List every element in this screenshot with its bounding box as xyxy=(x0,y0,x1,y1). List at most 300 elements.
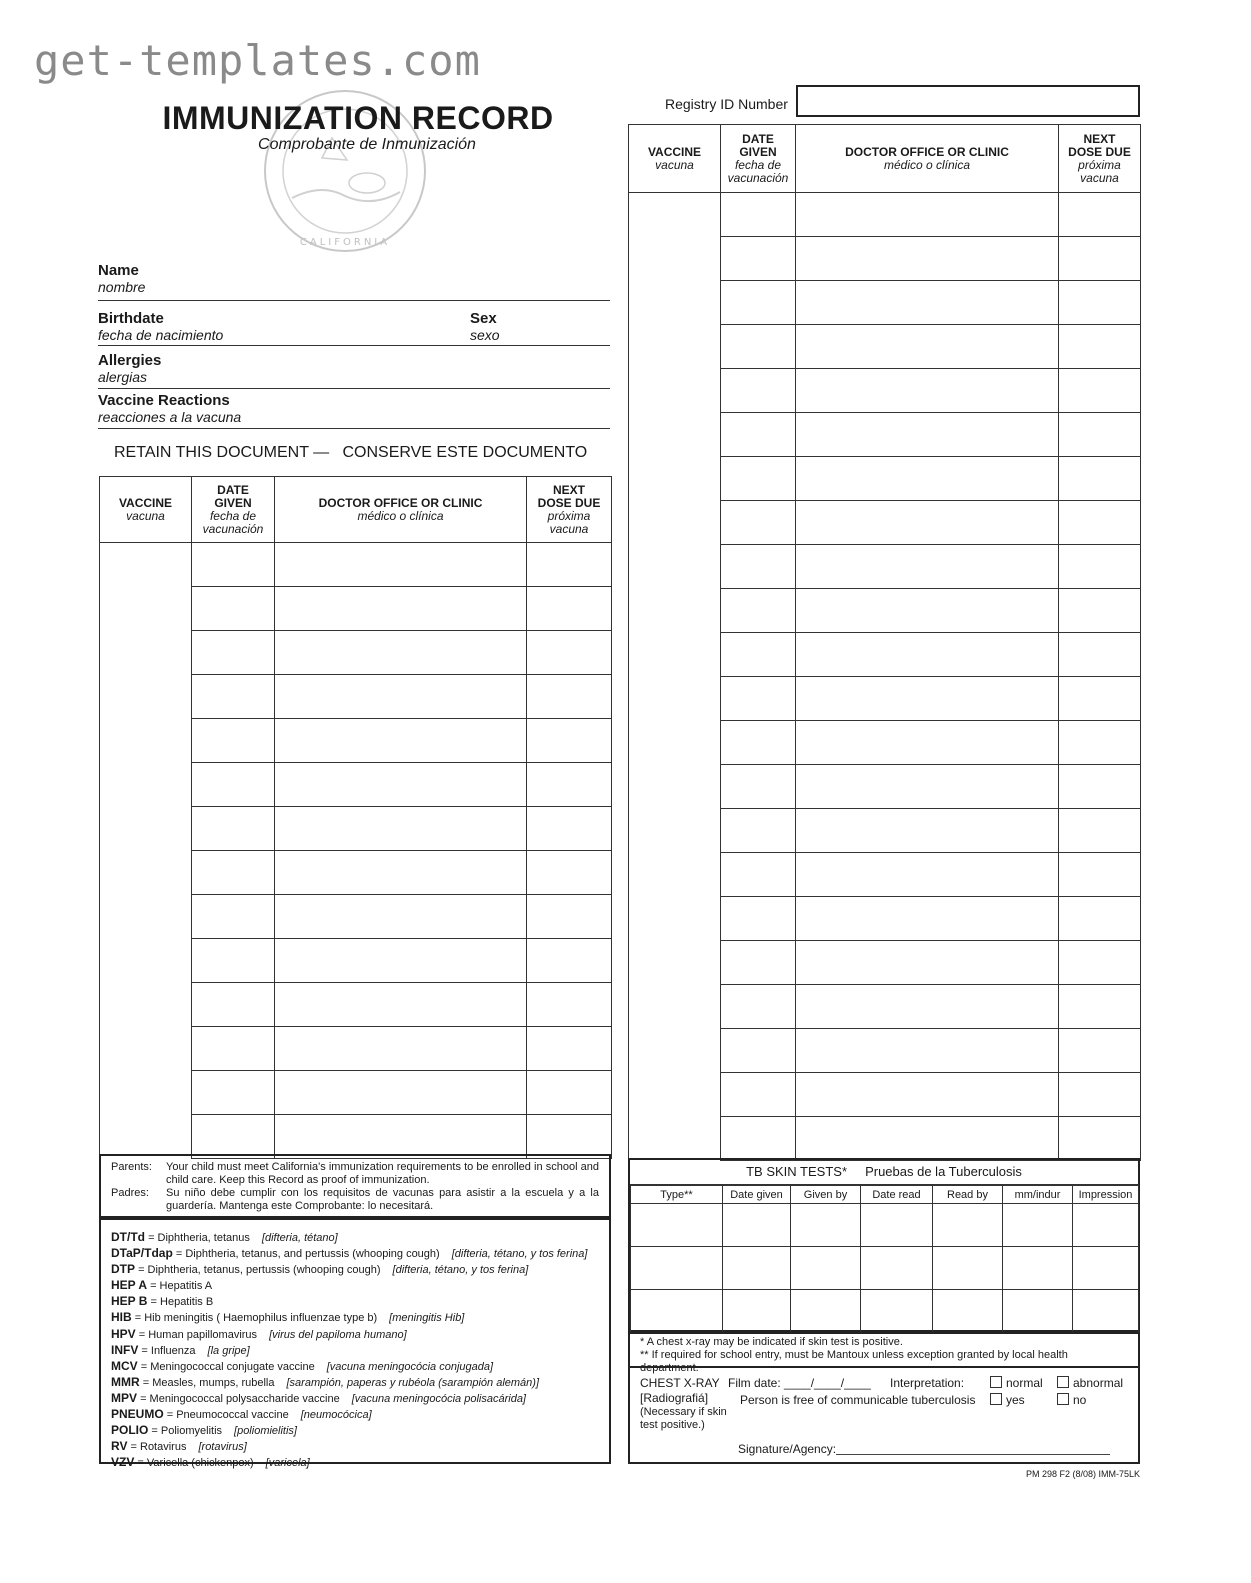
birthdate-sublabel: fecha de nacimiento xyxy=(98,327,224,343)
legend-abbr: DTaP/Tdap xyxy=(111,1246,173,1261)
date-given-cell[interactable] xyxy=(721,633,796,677)
normal-option[interactable]: normal xyxy=(990,1376,1043,1391)
vaccine-cell[interactable] xyxy=(100,675,192,719)
tb-cell[interactable] xyxy=(1003,1290,1073,1333)
date-given-cell[interactable] xyxy=(721,721,796,765)
legend-definition: = Influenza xyxy=(141,1344,196,1357)
doctor-cell[interactable] xyxy=(796,501,1059,545)
date-given-cell[interactable] xyxy=(192,719,275,763)
vaccine-cell[interactable] xyxy=(100,1115,192,1159)
vaccine-cell[interactable] xyxy=(100,543,192,587)
legend-item xyxy=(111,1230,599,1246)
legend-item xyxy=(111,1262,599,1278)
chest-xray-section xyxy=(628,1366,1140,1464)
seal-label: CALIFORNIA xyxy=(299,237,391,248)
tb-row xyxy=(631,1204,1139,1247)
date-given-cell[interactable] xyxy=(192,587,275,631)
reactions-sublabel: reacciones a la vacuna xyxy=(98,409,242,425)
vaccine-cell[interactable] xyxy=(629,589,721,633)
record-row xyxy=(629,897,1141,941)
next-dose-cell[interactable] xyxy=(527,939,612,983)
vaccine-cell[interactable] xyxy=(100,1071,192,1115)
vaccine-cell[interactable] xyxy=(100,939,192,983)
next-dose-cell[interactable] xyxy=(527,1115,612,1159)
doctor-cell[interactable] xyxy=(796,1117,1059,1161)
vaccine-cell[interactable] xyxy=(629,325,721,369)
name-field[interactable] xyxy=(98,262,610,301)
tb-cell[interactable] xyxy=(631,1247,723,1290)
legend-item xyxy=(111,1294,599,1310)
legend-item xyxy=(111,1343,599,1359)
tb-cell[interactable] xyxy=(631,1204,723,1247)
next-dose-cell[interactable] xyxy=(527,719,612,763)
vaccine-cell[interactable] xyxy=(629,985,721,1029)
doctor-cell[interactable] xyxy=(796,897,1059,941)
normal-checkbox[interactable] xyxy=(990,1376,1002,1388)
legend-definition: = Meningococcal conjugate vaccine xyxy=(140,1360,315,1373)
doctor-cell[interactable] xyxy=(275,631,527,675)
legend-item xyxy=(111,1407,599,1423)
vaccine-cell[interactable] xyxy=(629,633,721,677)
record-row xyxy=(629,1073,1141,1117)
tb-column-header: mm/indur xyxy=(1003,1186,1073,1204)
next-dose-cell[interactable] xyxy=(1059,985,1141,1029)
tb-note-1: * A chest x-ray may be indicated if skin test is positive. xyxy=(640,1336,903,1348)
next-dose-cell[interactable] xyxy=(1059,413,1141,457)
date-given-cell[interactable] xyxy=(192,1027,275,1071)
vaccine-cell[interactable] xyxy=(629,281,721,325)
legend-spanish: [poliomielitis] xyxy=(234,1425,297,1438)
vaccine-cell[interactable] xyxy=(629,1117,721,1161)
vaccine-cell[interactable] xyxy=(100,719,192,763)
tb-cell[interactable] xyxy=(723,1290,791,1333)
legend-definition: = Diphtheria, tetanus, and pertussis (whooping cough) xyxy=(175,1248,440,1261)
header-vaccine: VACCINE vacuna xyxy=(100,477,192,543)
doctor-cell[interactable] xyxy=(796,589,1059,633)
legend-abbr: POLIO xyxy=(111,1423,149,1438)
vaccine-cell[interactable] xyxy=(629,237,721,281)
next-dose-cell[interactable] xyxy=(1059,853,1141,897)
record-row xyxy=(100,763,612,807)
next-dose-cell[interactable] xyxy=(527,983,612,1027)
next-dose-cell[interactable] xyxy=(1059,281,1141,325)
doctor-cell[interactable] xyxy=(275,1027,527,1071)
record-row xyxy=(629,281,1141,325)
legend-abbr: HEP B xyxy=(111,1294,148,1309)
doctor-cell[interactable] xyxy=(275,1071,527,1115)
doctor-cell[interactable] xyxy=(275,983,527,1027)
date-given-cell[interactable] xyxy=(721,325,796,369)
interpretation-label: Interpretation: xyxy=(890,1376,965,1390)
abnormal-option[interactable]: abnormal xyxy=(1057,1376,1123,1391)
legend-abbr: MCV xyxy=(111,1358,138,1373)
date-given-cell[interactable] xyxy=(192,763,275,807)
vaccine-legend xyxy=(99,1218,611,1470)
vaccine-cell[interactable] xyxy=(629,897,721,941)
birthdate-label: Birthdate xyxy=(98,310,164,327)
doctor-cell[interactable] xyxy=(796,853,1059,897)
date-given-cell[interactable] xyxy=(721,985,796,1029)
date-given-cell[interactable] xyxy=(192,983,275,1027)
doctor-cell[interactable] xyxy=(275,675,527,719)
record-row xyxy=(100,631,612,675)
next-dose-cell[interactable] xyxy=(527,543,612,587)
next-dose-cell[interactable] xyxy=(527,1027,612,1071)
date-given-cell[interactable] xyxy=(721,281,796,325)
name-sublabel: nombre xyxy=(98,279,146,295)
vaccine-cell[interactable] xyxy=(629,809,721,853)
doctor-cell[interactable] xyxy=(275,543,527,587)
parents-note xyxy=(99,1154,611,1218)
no-option[interactable]: no xyxy=(1057,1393,1086,1408)
page-title: IMMUNIZATION RECORD xyxy=(162,100,554,136)
site-watermark: get-templates.com xyxy=(34,36,481,85)
tb-cell[interactable] xyxy=(791,1204,861,1247)
next-dose-cell[interactable] xyxy=(1059,589,1141,633)
legend-item xyxy=(111,1359,599,1375)
vaccine-cell[interactable] xyxy=(629,1073,721,1117)
record-row xyxy=(629,589,1141,633)
record-row xyxy=(100,719,612,763)
tb-cell[interactable] xyxy=(933,1290,1003,1333)
vaccine-cell[interactable] xyxy=(100,1027,192,1071)
header-date-given: DATE GIVEN fecha de vacunación xyxy=(721,125,796,193)
form-code: PM 298 F2 (8/08) IMM-75LK xyxy=(1025,1469,1140,1479)
date-given-cell[interactable] xyxy=(721,677,796,721)
tb-row xyxy=(631,1290,1139,1333)
tb-column-header: Impression xyxy=(1073,1186,1139,1204)
vaccine-cell[interactable] xyxy=(629,545,721,589)
vaccine-cell[interactable] xyxy=(629,1029,721,1073)
date-given-cell[interactable] xyxy=(192,939,275,983)
date-given-cell[interactable] xyxy=(721,369,796,413)
doctor-cell[interactable] xyxy=(796,413,1059,457)
next-dose-cell[interactable] xyxy=(1059,677,1141,721)
record-row xyxy=(629,721,1141,765)
tb-cell[interactable] xyxy=(861,1247,933,1290)
sex-field[interactable] xyxy=(470,310,500,344)
next-dose-cell[interactable] xyxy=(527,851,612,895)
doctor-cell[interactable] xyxy=(796,237,1059,281)
next-dose-cell[interactable] xyxy=(1059,1029,1141,1073)
vaccine-cell[interactable] xyxy=(100,851,192,895)
tb-cell[interactable] xyxy=(723,1247,791,1290)
vaccine-cell[interactable] xyxy=(629,413,721,457)
doctor-cell[interactable] xyxy=(796,941,1059,985)
date-given-cell[interactable] xyxy=(192,543,275,587)
legend-item xyxy=(111,1455,599,1471)
vaccine-cell[interactable] xyxy=(629,501,721,545)
doctor-cell[interactable] xyxy=(275,939,527,983)
reactions-field[interactable] xyxy=(98,392,610,429)
date-given-cell[interactable] xyxy=(192,895,275,939)
tb-cell[interactable] xyxy=(1073,1204,1139,1247)
next-dose-cell[interactable] xyxy=(1059,809,1141,853)
date-given-cell[interactable] xyxy=(721,237,796,281)
xray-label-es: [Radiografiá] xyxy=(640,1391,709,1405)
tb-cell[interactable] xyxy=(791,1247,861,1290)
legend-definition: = Diphtheria, tetanus, pertussis (whooping cough) xyxy=(138,1264,381,1277)
tb-column-header: Date read xyxy=(861,1186,933,1204)
date-given-cell[interactable] xyxy=(721,897,796,941)
doctor-cell[interactable] xyxy=(275,763,527,807)
next-dose-cell[interactable] xyxy=(1059,237,1141,281)
legend-definition: = Hepatitis B xyxy=(150,1296,214,1309)
vaccine-cell[interactable] xyxy=(629,941,721,985)
tb-skin-tests xyxy=(628,1158,1140,1332)
vaccine-cell[interactable] xyxy=(100,587,192,631)
tb-cell[interactable] xyxy=(791,1290,861,1333)
legend-definition: = Meningococcal polysaccharide vaccine xyxy=(140,1392,340,1405)
birthdate-field[interactable] xyxy=(98,310,610,346)
next-dose-cell[interactable] xyxy=(1059,545,1141,589)
doctor-cell[interactable] xyxy=(796,677,1059,721)
date-given-cell[interactable] xyxy=(192,1071,275,1115)
next-dose-cell[interactable] xyxy=(527,1071,612,1115)
legend-item xyxy=(111,1310,599,1326)
tb-cell[interactable] xyxy=(1073,1290,1139,1333)
legend-item xyxy=(111,1391,599,1407)
legend-spanish: [difteria, tétano, y tos ferina] xyxy=(392,1264,529,1277)
tb-cell[interactable] xyxy=(723,1204,791,1247)
legend-spanish: [vacuna meningocócia polisacárida] xyxy=(351,1392,526,1405)
allergies-field[interactable] xyxy=(98,352,610,389)
date-given-cell[interactable] xyxy=(721,413,796,457)
tb-cell[interactable] xyxy=(861,1290,933,1333)
legend-item xyxy=(111,1278,599,1294)
tb-cell[interactable] xyxy=(631,1290,723,1333)
tb-column-header: Date given xyxy=(723,1186,791,1204)
vaccine-cell[interactable] xyxy=(629,677,721,721)
reactions-label: Vaccine Reactions xyxy=(98,392,230,409)
legend-item xyxy=(111,1439,599,1455)
date-given-cell[interactable] xyxy=(721,1117,796,1161)
legend-spanish: [virus del papiloma humano] xyxy=(269,1328,407,1341)
legend-abbr: INFV xyxy=(111,1342,139,1357)
tb-cell[interactable] xyxy=(933,1247,1003,1290)
vaccine-cell[interactable] xyxy=(629,765,721,809)
next-dose-cell[interactable] xyxy=(1059,765,1141,809)
next-dose-cell[interactable] xyxy=(527,763,612,807)
abnormal-checkbox[interactable] xyxy=(1057,1376,1069,1388)
legend-item xyxy=(111,1246,599,1262)
record-row xyxy=(100,1115,612,1159)
allergies-label: Allergies xyxy=(98,352,162,369)
doctor-cell[interactable] xyxy=(796,765,1059,809)
record-row xyxy=(629,457,1141,501)
legend-abbr: HPV xyxy=(111,1326,136,1341)
doctor-cell[interactable] xyxy=(796,281,1059,325)
date-given-cell[interactable] xyxy=(721,545,796,589)
record-row xyxy=(629,1029,1141,1073)
sex-label: Sex xyxy=(470,310,497,327)
doctor-cell[interactable] xyxy=(796,985,1059,1029)
immunization-table-left xyxy=(99,476,612,1159)
record-row xyxy=(100,543,612,587)
date-given-cell[interactable] xyxy=(721,193,796,237)
retain-en: RETAIN THIS DOCUMENT — xyxy=(114,444,330,461)
next-dose-cell[interactable] xyxy=(527,895,612,939)
next-dose-cell[interactable] xyxy=(1059,897,1141,941)
doctor-cell[interactable] xyxy=(796,721,1059,765)
record-row xyxy=(100,1071,612,1115)
doctor-cell[interactable] xyxy=(796,369,1059,413)
vaccine-cell[interactable] xyxy=(100,631,192,675)
next-dose-cell[interactable] xyxy=(527,587,612,631)
doctor-cell[interactable] xyxy=(796,457,1059,501)
immunization-table-right xyxy=(628,124,1141,1161)
doctor-cell[interactable] xyxy=(796,1029,1059,1073)
next-dose-cell[interactable] xyxy=(1059,941,1141,985)
record-row xyxy=(629,765,1141,809)
legend-definition: = Hepatitis A xyxy=(150,1280,213,1293)
doctor-cell[interactable] xyxy=(796,545,1059,589)
vaccine-cell[interactable] xyxy=(629,721,721,765)
legend-abbr: RV xyxy=(111,1439,128,1454)
doctor-cell[interactable] xyxy=(796,325,1059,369)
date-given-cell[interactable] xyxy=(721,457,796,501)
legend-definition: = Poliomyelitis xyxy=(151,1425,223,1438)
legend-definition: = Human papillomavirus xyxy=(138,1328,258,1341)
vaccine-cell[interactable] xyxy=(100,983,192,1027)
record-row xyxy=(629,413,1141,457)
header-vaccine: VACCINE vacuna xyxy=(629,125,721,193)
record-row xyxy=(629,941,1141,985)
vaccine-cell[interactable] xyxy=(100,807,192,851)
tb-cell[interactable] xyxy=(1003,1247,1073,1290)
doctor-cell[interactable] xyxy=(796,1073,1059,1117)
tb-cell[interactable] xyxy=(1003,1204,1073,1247)
next-dose-cell[interactable] xyxy=(1059,1117,1141,1161)
vaccine-cell[interactable] xyxy=(100,895,192,939)
date-given-cell[interactable] xyxy=(192,851,275,895)
date-given-cell[interactable] xyxy=(721,809,796,853)
next-dose-cell[interactable] xyxy=(527,675,612,719)
film-date-field[interactable]: Film date: ____/____/____ xyxy=(728,1376,871,1390)
next-dose-cell[interactable] xyxy=(1059,501,1141,545)
legend-abbr: HEP A xyxy=(111,1278,148,1293)
registry-id-input[interactable] xyxy=(796,85,1140,117)
date-given-cell[interactable] xyxy=(721,853,796,897)
date-given-cell[interactable] xyxy=(192,807,275,851)
record-row xyxy=(100,983,612,1027)
header-next-dose: NEXT DOSE DUE próxima vacuna xyxy=(527,477,612,543)
next-dose-cell[interactable] xyxy=(1059,1073,1141,1117)
yes-option[interactable]: yes xyxy=(990,1393,1025,1408)
no-checkbox[interactable] xyxy=(1057,1393,1069,1405)
record-row xyxy=(629,677,1141,721)
record-row xyxy=(629,237,1141,281)
next-dose-cell[interactable] xyxy=(1059,457,1141,501)
record-row xyxy=(100,807,612,851)
tb-cell[interactable] xyxy=(861,1204,933,1247)
date-given-cell[interactable] xyxy=(192,675,275,719)
legend-abbr: VZV xyxy=(111,1455,135,1470)
next-dose-cell[interactable] xyxy=(1059,325,1141,369)
record-row xyxy=(629,545,1141,589)
legend-item xyxy=(111,1375,599,1391)
tb-table xyxy=(630,1185,1139,1333)
date-given-cell[interactable] xyxy=(721,941,796,985)
next-dose-cell[interactable] xyxy=(527,631,612,675)
date-given-cell[interactable] xyxy=(721,1029,796,1073)
doctor-cell[interactable] xyxy=(275,1115,527,1159)
legend-definition: = Pneumococcal vaccine xyxy=(166,1409,289,1422)
parents-text: Your child must meet California's immunization requirements to be enrolled in school and child care. Keep this Record as proof of immunization. xyxy=(166,1161,599,1186)
doctor-cell[interactable] xyxy=(796,809,1059,853)
next-dose-cell[interactable] xyxy=(1059,633,1141,677)
record-row xyxy=(100,895,612,939)
padres-label: Padres: xyxy=(111,1187,149,1199)
parents-label: Parents: xyxy=(111,1161,152,1173)
header-doctor: DOCTOR OFFICE OR CLINIC médico o clínica xyxy=(796,125,1059,193)
tb-free-statement: Person is free of communicable tuberculosis xyxy=(740,1393,976,1407)
doctor-cell[interactable] xyxy=(796,633,1059,677)
record-row xyxy=(629,853,1141,897)
vaccine-cell[interactable] xyxy=(629,853,721,897)
legend-abbr: PNEUMO xyxy=(111,1407,164,1422)
registry-label: Registry ID Number xyxy=(665,96,788,112)
legend-abbr: DT/Td xyxy=(111,1230,145,1244)
date-given-cell[interactable] xyxy=(721,765,796,809)
vaccine-cell[interactable] xyxy=(629,457,721,501)
header-next-dose: NEXT DOSE DUE próxima vacuna xyxy=(1059,125,1141,193)
legend-definition: = Hib meningitis ( Haemophilus influenzae type b) xyxy=(134,1312,378,1325)
date-given-cell[interactable] xyxy=(192,631,275,675)
doctor-cell[interactable] xyxy=(275,719,527,763)
signature-line[interactable] xyxy=(836,1454,1110,1455)
record-row xyxy=(629,501,1141,545)
tb-column-header: Type** xyxy=(631,1186,723,1204)
vaccine-cell[interactable] xyxy=(629,193,721,237)
next-dose-cell[interactable] xyxy=(1059,369,1141,413)
tb-cell[interactable] xyxy=(1073,1247,1139,1290)
next-dose-cell[interactable] xyxy=(527,807,612,851)
record-row xyxy=(629,809,1141,853)
record-row xyxy=(629,193,1141,237)
yes-checkbox[interactable] xyxy=(990,1393,1002,1405)
tb-note-2: ** If required for school entry, must be Mantoux unless exception granted by local health department. xyxy=(640,1349,1068,1374)
doctor-cell[interactable] xyxy=(275,587,527,631)
date-given-cell[interactable] xyxy=(721,589,796,633)
tb-cell[interactable] xyxy=(933,1204,1003,1247)
legend-abbr: HIB xyxy=(111,1310,132,1325)
tb-column-header: Given by xyxy=(791,1186,861,1204)
vaccine-cell[interactable] xyxy=(100,763,192,807)
doctor-cell[interactable] xyxy=(275,851,527,895)
doctor-cell[interactable] xyxy=(275,895,527,939)
tb-notes xyxy=(628,1332,1140,1374)
legend-spanish: [vacuna meningocócia conjugada] xyxy=(326,1360,494,1373)
legend-item xyxy=(111,1423,599,1439)
doctor-cell[interactable] xyxy=(796,193,1059,237)
page-subtitle: Comprobante de Inmunización xyxy=(258,136,476,153)
doctor-cell[interactable] xyxy=(275,807,527,851)
date-given-cell[interactable] xyxy=(192,1115,275,1159)
retain-es: CONSERVE ESTE DOCUMENTO xyxy=(342,444,588,461)
legend-abbr: MPV xyxy=(111,1390,138,1405)
legend-spanish: [la gripe] xyxy=(207,1344,250,1357)
record-row xyxy=(629,325,1141,369)
next-dose-cell[interactable] xyxy=(1059,193,1141,237)
xray-label: CHEST X-RAY xyxy=(640,1376,720,1390)
date-given-cell[interactable] xyxy=(721,501,796,545)
legend-definition: = Diphtheria, tetanus xyxy=(148,1232,250,1244)
vaccine-cell[interactable] xyxy=(629,369,721,413)
next-dose-cell[interactable] xyxy=(1059,721,1141,765)
date-given-cell[interactable] xyxy=(721,1073,796,1117)
legend-abbr: MMR xyxy=(111,1374,140,1389)
